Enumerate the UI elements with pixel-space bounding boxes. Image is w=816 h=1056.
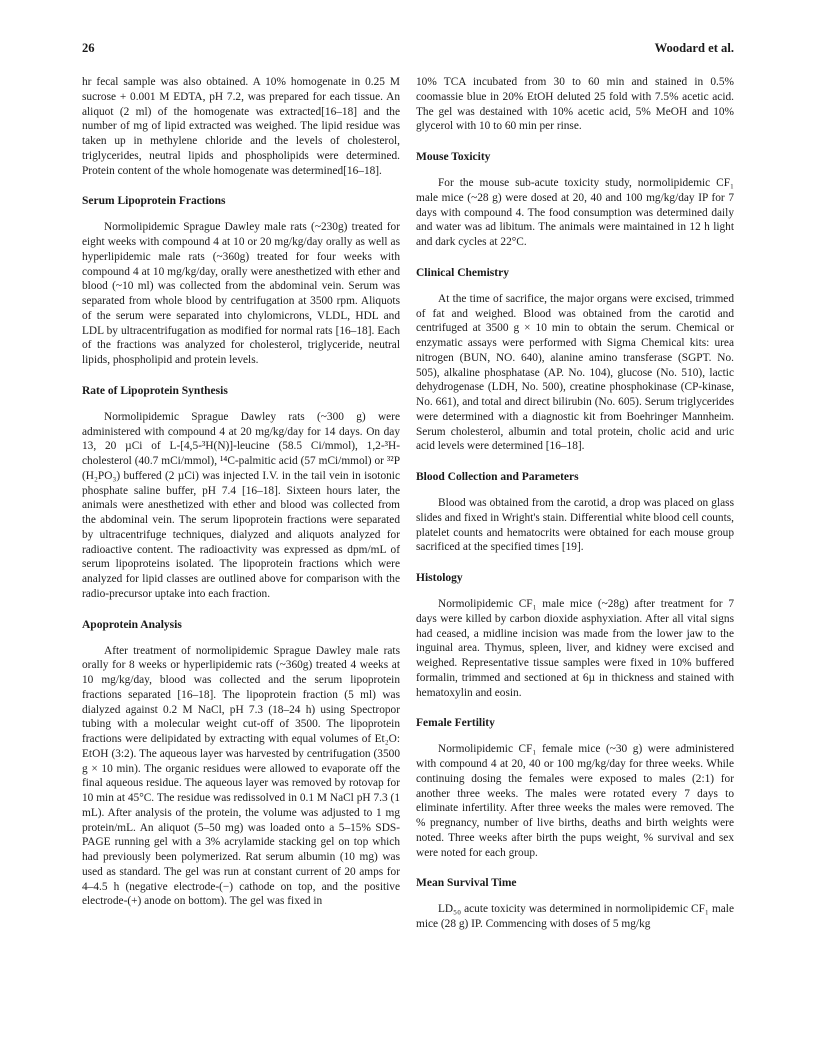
body-paragraph: Normolipidemic Sprague Dawley rats (~300 g) were administered with compound 4 at 20 mg/kg/day for 14 days. On day 13, 20 µCi of L-[4,5-³H(N)]-leucine (58.5 Ci/mmol), 1,2-³H-cholesterol (40.7 mCi/mmol), ¹⁴C-palmitic acid (57 mCi/mmol) or ³²P (H₂PO₃) buffered (2 µCi) was injected I.V. in the tail vein in isotonic phosphate saline buffer, pH 7.4 [16–18]. Sixteen hours later, the animals were anesthetized with ether and blood was collected from the abdominal vein. The serum lipoprotein fractions were separated by ultracentrifuge techniques, dialyzed and aliquots analyzed for radioactive content. The radioactivity was expressed as dpm/mL of serum lipoproteins isolated. The lipoprotein fractions which were analyzed for lipid classes are outlined above for comparison with the radio-precursor uptake into each fraction. [82,410,400,600]
body-paragraph: 10% TCA incubated from 30 to 60 min and stained in 0.5% coomassie blue in 20% EtOH deluted 25 fold with 7.5% acetic acid. The gel was destained with 10% acetic acid, 5% MeOH and 10% glycerol with 10 to 60 min per rinse. [416,76,734,133]
section-heading-clinical-chemistry: Clinical Chemistry [416,266,509,279]
section-heading-rate-of-lipoprotein-synthesis: Rate of Lipoprotein Synthesis [82,384,228,397]
body-paragraph: Normolipidemic CF₁ male mice (~28g) after treatment for 7 days were killed by carbon dioxide asphyxiation. After all vital signs had ceased, a midline incision was made from the lower jaw to the inguinal area. Thymus, spleen, liver, and kidney were excised and weighed. Representative tissue samples were fixed in 10% buffered formalin, trimmed and sectioned at 6µ in thickness and stained with hematoxylin and eosin. [416,598,734,699]
section-heading-apoprotein-analysis: Apoprotein Analysis [82,618,182,631]
body-paragraph: LD₅₀ acute toxicity was determined in normolipidemic CF₁ male mice (28 g) IP. Commencing with doses of 5 mg/kg [416,903,734,930]
page-header [82,41,734,59]
right-column [416,75,734,932]
body-paragraph: Normolipidemic Sprague Dawley male rats (~230g) treated for eight weeks with compound 4 at 10 or 20 mg/kg/day orally as well as hyperlipidemic male rats (~360g) treated for four weeks with compound 4 at 10 mg/kg/day, orally were anesthetized with ether and blood (~10 ml) was collected from the abdominal vein. Serum was separated from whole blood by centrifugation at 3500 rpm. Aliquots of the serum were separated into chylomicrons, VLDL, HDL and LDL by ultracentrifugation as modified for normal rats [16–18]. Each of the fractions was analyzed for cholesterol, triglyceride, neutral lipids, phospholipid and protein levels. [82,221,400,366]
body-paragraph: Normolipidemic CF₁ female mice (~30 g) were administered with compound 4 at 20, 40 or 100 mg/kg/day for three weeks. While continuing dosing the females were exposed to males (2:1) for another three weeks. The males were rotated every 7 days to eliminate infertility. After three weeks the males were removed. The % pregnancy, number of live births, deaths and birth weights were noted. Three weeks after birth the pups weight, % survival and sex were noted for each group. [416,743,734,859]
body-paragraph: Blood was obtained from the carotid, a drop was placed on glass slides and fixed in Wright's stain. Differential white blood cell counts, platelet counts and hematocrits were obtained for each mouse group sacrificed at the specified times [19]. [416,497,734,554]
section-heading-mouse-toxicity: Mouse Toxicity [416,151,491,163]
body-paragraph: For the mouse sub-acute toxicity study, normolipidemic CF₁ male mice (~28 g) were dosed at 20, 40 and 100 mg/kg/day IP for 7 days with compound 4. The food consumption was determined daily and water was ad libitum. The animals were maintained in 12 h light and dark cycles at 22°C. [416,177,734,248]
running-head: Woodard et al. [654,41,734,55]
section-heading-mean-survival-time: Mean Survival Time [416,877,517,890]
body-paragraph: hr fecal sample was also obtained. A 10% homogenate in 0.25 M sucrose + 0.001 M EDTA, pH 7.2, was prepared for each tissue. An aliquot (2 ml) of the homogenate was extracted[16–18] and the number of mg of lipid extracted was weighed. The lipid residue was taken up in methylene chloride and the levels of cholesterol, triglycerides, neutral lipids and phospholipids were determined. Protein content of the whole homogenate was determined[16–18]. [82,76,400,177]
section-heading-blood-collection-and-parameters: Blood Collection and Parameters [416,471,579,483]
body-paragraph: After treatment of normolipidemic Sprague Dawley male rats orally for 8 weeks or hyperlipidemic rats (~360g) treated 4 weeks at 10 mg/kg/day, blood was collected and the serum lipoprotein fractions separated [16–18]. The lipoprotein fraction (5 ml) was dialyzed against 0.2 M NaCl, pH 7.3 (18–24 h) using Spectropor tubing with a molecular weight cut-off of 3500. The lipoprotein fractions were delipidated by extracting with equal volumes of Et₂O: EtOH (3:2). The aqueous layer was harvested by centrifugation (3500 g × 10 min). The organic residues were allowed to evaporate off the final aqueous residue. The aqueous layer was removed by rotovap for 10 min at 45°C. The residue was redissolved in 0.1 M NaCl pH 7.3 (1 mL). After analysis of the protein, the volume was adjusted to 1 mg protein/mL. An aliquot (5–50 mg) was loaded onto a 5–15% SDS-PAGE running gel with a 3% acrylamide stacking gel on top which had previously been polymerized. Rat serum albumin (10 mg) was used as standard. The gel was run at constant current of 20 amps for 4–4.5 h (negative electrode-(−) cathode on top, and the positive electrode-(+) anode on bottom). The gel was fixed in [82,644,400,908]
body-paragraph: At the time of sacrifice, the major organs were excised, trimmed of fat and weighed. Blood was obtained from the carotid and centrifuged at 3500 g × 10 min to obtain the serum. Chemical or enzymatic assays were performed with Sigma Chemical kits: urea nitrogen (BUN, NO. 640), alanine amino transferase (SGPT. No. 505), alkaline phosphatase (AP. No. 104), glucose (No. 510), lactic dehydrogenase (LDH, No. 500), creatine phosphokinase (CP-kinase, No. 661), and total and direct bilirubin (No. 605). Serum triglycerides were determined with a diagnostic kit from Boehringer Mannheim. Serum cholesterol, albumin and total protein, cholic acid and uric acid levels were determined [16–18]. [416,292,734,453]
left-column [82,75,400,909]
page-number: 26 [82,41,95,55]
section-heading-histology: Histology [416,572,463,584]
section-heading-serum-lipoprotein-fractions: Serum Lipoprotein Fractions [82,195,226,208]
section-heading-female-fertility: Female Fertility [416,717,495,730]
